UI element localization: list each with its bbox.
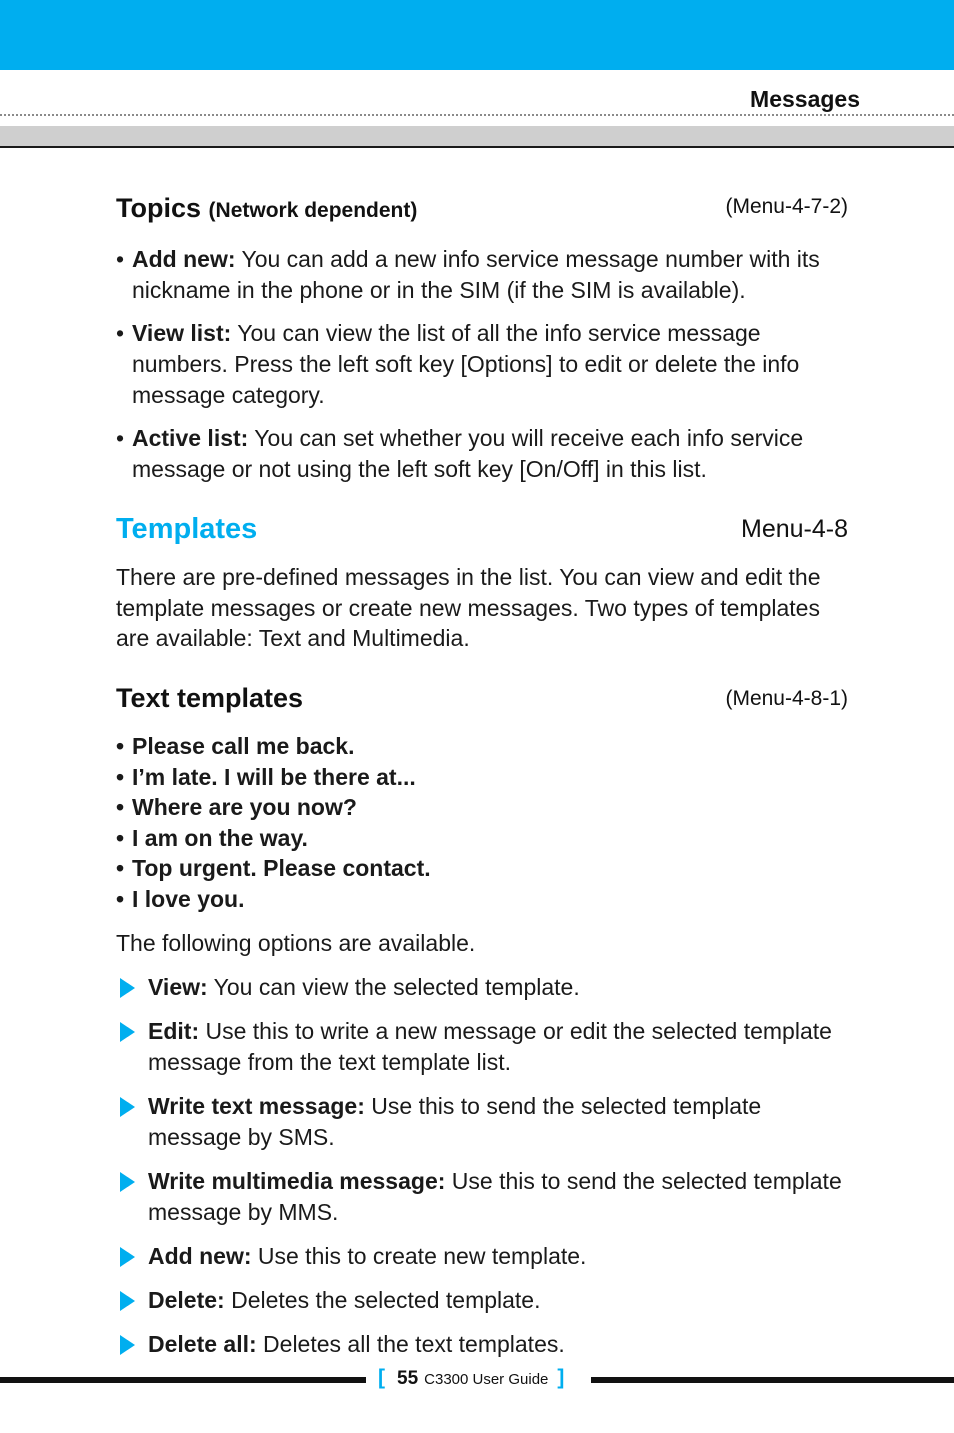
footer-open-bracket: [	[378, 1366, 385, 1389]
guide-title: C3300 User Guide	[424, 1371, 549, 1388]
footer-rule-left	[0, 1377, 366, 1383]
footer-rule-right	[591, 1377, 954, 1383]
templates-heading: Templates	[116, 513, 258, 545]
triangle-bullet-icon	[120, 1097, 135, 1117]
topics-heading-row	[116, 193, 848, 224]
page-footer	[378, 1366, 564, 1396]
section-title: Messages	[750, 86, 860, 112]
page-number: 55	[397, 1368, 419, 1389]
list-item: • Active list: You can set whether you will receive each info service message or not using the left soft key [On/Off] in this list.	[116, 425, 804, 482]
option-add-new: Add new: Use this to create new template.	[116, 1241, 856, 1272]
text-templates-heading: Text templates	[116, 683, 304, 713]
option-delete-all: Delete all: Deletes all the text templates.	[116, 1329, 856, 1360]
footer-close-bracket: ]	[557, 1366, 565, 1389]
text-templates-menu-ref: (Menu-4-8-1)	[725, 687, 848, 710]
option-view: View: You can view the selected template.	[116, 972, 856, 1003]
list-item: • I’m late. I will be there at...	[116, 763, 416, 790]
options-list	[116, 972, 856, 1373]
header-color-band	[0, 0, 954, 70]
topics-menu-ref: (Menu-4-7-2)	[725, 195, 848, 218]
templates-heading-row	[116, 513, 848, 546]
triangle-bullet-icon	[120, 1335, 135, 1355]
header-grey-band	[0, 126, 954, 148]
triangle-bullet-icon	[120, 1291, 135, 1311]
option-delete: Delete: Deletes the selected template.	[116, 1285, 856, 1316]
option-write-multimedia-message: Write multimedia message: Use this to send the selected template message by MMS.	[116, 1166, 856, 1228]
triangle-bullet-icon	[120, 978, 135, 998]
list-item: • Add new: You can add a new info service message number with its nickname in the phone or in the SIM (if the SIM is available).	[116, 246, 820, 303]
triangle-bullet-icon	[120, 1172, 135, 1192]
option-write-text-message: Write text message: Use this to send the selected template message by SMS.	[116, 1091, 856, 1153]
list-item: • Top urgent. Please contact.	[116, 855, 431, 882]
text-template-list	[116, 731, 856, 915]
option-edit: Edit: Use this to write a new message or edit the selected template message from the text template list.	[116, 1016, 856, 1078]
list-item: • Where are you now?	[116, 794, 357, 821]
list-item: • I am on the way.	[116, 824, 308, 851]
triangle-bullet-icon	[120, 1247, 135, 1267]
templates-menu-ref: Menu-4-8	[741, 515, 848, 543]
topics-heading: Topics (Network dependent)	[116, 193, 418, 223]
topics-qualifier: (Network dependent)	[208, 199, 418, 222]
templates-intro: There are pre-defined messages in the list. You can view and edit the template messages or create new messages. Two types of templates are available: Text and Multimedia.	[116, 564, 821, 651]
topics-list	[116, 244, 856, 497]
dotted-divider	[0, 114, 954, 116]
list-item: • View list: You can view the list of all the info service message numbers. Press the left soft key [Options] to edit or delete the info message category.	[116, 320, 800, 408]
triangle-bullet-icon	[120, 1022, 135, 1042]
options-intro: The following options are available.	[116, 930, 476, 956]
text-templates-heading-row	[116, 683, 848, 714]
list-item: • I love you.	[116, 885, 245, 912]
list-item: • Please call me back.	[116, 733, 355, 759]
